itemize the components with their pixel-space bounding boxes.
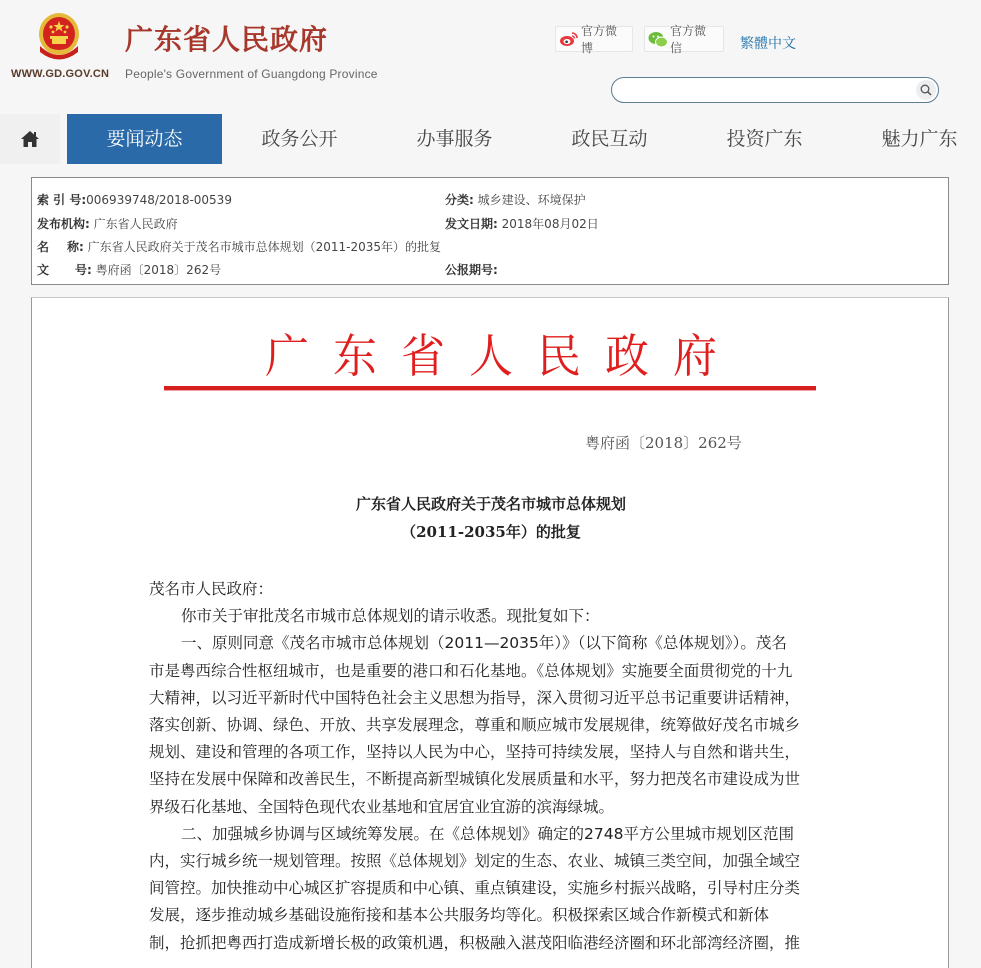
watermark-overlay <box>769 902 825 929</box>
date-label: 发文日期: <box>445 217 498 231</box>
nav-item-charm[interactable]: 魅力广东 <box>881 128 958 150</box>
document-metadata <box>31 177 949 285</box>
date-value: 2018年08月02日 <box>501 217 599 231</box>
main-nav <box>0 114 981 164</box>
paragraph-line: 二、加强城乡协调与区域统筹发展。在《总体规划》确定的2748平方公里城市规划区范围 <box>181 824 794 843</box>
wechat-button[interactable] <box>644 24 724 55</box>
document-body <box>31 297 949 968</box>
document-title-line-2: （2011-2035年）的批复 <box>401 523 581 541</box>
publisher-row <box>37 215 178 232</box>
paragraph-line: 你市关于审批茂名市城市总体规划的请示收悉。现批复如下： <box>181 607 600 626</box>
index-number-label: 索 引 号: <box>37 193 87 207</box>
home-icon <box>20 130 40 148</box>
category-label: 分类: <box>445 193 474 207</box>
doc-number-label-2: 号: <box>75 263 92 277</box>
weibo-label: 官方微博 <box>581 24 618 55</box>
weibo-icon <box>559 30 579 48</box>
wechat-icon <box>648 30 668 48</box>
gazette-label: 公报期号: <box>445 263 498 277</box>
name-row <box>37 238 441 255</box>
weibo-button[interactable] <box>555 24 633 55</box>
paragraph-line: 规划、建设和管理的各项工作，坚持以人民为中心，坚持可持续发展，坚持人与自然和谐共生， <box>149 743 801 762</box>
red-divider <box>164 386 816 390</box>
wechat-label: 官方微信 <box>670 24 707 55</box>
site-url: WWW.GD.GOV.CN <box>11 68 110 80</box>
publisher-label: 发布机构: <box>37 217 90 231</box>
nav-item-services[interactable]: 办事服务 <box>416 128 493 150</box>
national-emblem-logo[interactable] <box>34 12 84 64</box>
search-button[interactable] <box>916 80 936 100</box>
nav-item-interaction[interactable]: 政民互动 <box>571 128 648 150</box>
paragraph-line: 内，实行城乡统一规划管理。按照《总体规划》划定的生态、农业、城镇三类空间，加强全域空 <box>149 852 801 871</box>
document-masthead: 广东省人民政府 <box>265 329 741 384</box>
paragraph-line: 大精神，以习近平新时代中国特色社会主义思想为指导，深入贯彻习近平总书记重要讲话精神， <box>149 688 801 707</box>
watermarked-line <box>149 902 825 929</box>
nav-item-government-affairs[interactable]: 政务公开 <box>261 128 338 150</box>
nav-item-invest[interactable]: 投资广东 <box>726 128 803 150</box>
paragraph-line: 制，抢抓把粤西打造成新增长极的政策机遇，积极融入湛茂阳临港经济圈和环北部湾经济圈，推 <box>149 933 801 952</box>
paragraph-line: 落实创新、协调、绿色、开放、共享发展理念，尊重和顺应城市发展规律，统筹做好茂名市城乡 <box>149 716 801 735</box>
site-title[interactable]: 广东省人民政府 <box>125 23 329 56</box>
document-number: 粤府函〔2018〕262号 <box>585 434 742 452</box>
publisher-value: 广东省人民政府 <box>93 217 178 231</box>
paragraph-line: 间管控。加快推动中心城区扩容提质和中心镇、重点镇建设，实施乡村振兴战略，引导村庄分类 <box>149 879 801 898</box>
nav-home-button[interactable] <box>0 114 60 164</box>
salutation: 茂名市人民政府： <box>149 580 274 598</box>
gazette-row <box>445 261 498 278</box>
paragraph-line: 一、原则同意《茂名市城市总体规划（2011—2035年）》（以下简称《总体规划》）。茂名 <box>181 634 787 653</box>
doc-number-value: 粤府函〔2018〕262号 <box>95 263 222 277</box>
index-number-row <box>37 191 232 208</box>
date-row <box>445 215 599 232</box>
name-label-2: 称: <box>67 240 84 254</box>
document-text <box>149 576 825 957</box>
paragraph-line: 发展，逐步推动城乡基础设施衔接和基本公共服务均等化。积极探索区域合作新模式和新体 <box>149 906 770 925</box>
search-icon <box>920 84 932 96</box>
name-label-1: 名 <box>37 240 50 254</box>
search-input[interactable] <box>624 81 904 99</box>
document-title-line-1: 广东省人民政府关于茂名市城市总体规划 <box>355 495 626 513</box>
site-header <box>0 0 981 112</box>
doc-number-label-1: 文 <box>37 263 50 277</box>
doc-number-row <box>37 261 221 278</box>
paragraph-line: 界级石化基地、全国特色现代农业基地和宜居宜业宜游的滨海绿城。 <box>149 797 615 816</box>
traditional-chinese-link[interactable]: 繁體中文 <box>740 36 796 52</box>
index-number-value: 006939748/2018-00539 <box>86 193 232 207</box>
nav-item-news[interactable]: 要闻动态 <box>67 114 222 164</box>
paragraph-line: 市是粤西综合性枢纽城市，也是重要的港口和石化基地。《总体规划》实施要全面贯彻党的十九 <box>149 661 793 680</box>
category-row <box>445 191 586 208</box>
paragraph-line: 坚持在发展中保障和改善民生，不断提高新型城镇化发展质量和水平，努力把茂名市建设成为世 <box>149 770 801 789</box>
site-subtitle: People's Government of Guangdong Province <box>125 67 378 81</box>
name-value: 广东省人民政府关于茂名市城市总体规划（2011-2035年）的批复 <box>87 240 442 254</box>
category-value: 城乡建设、环境保护 <box>477 193 586 207</box>
search-box <box>611 77 939 103</box>
